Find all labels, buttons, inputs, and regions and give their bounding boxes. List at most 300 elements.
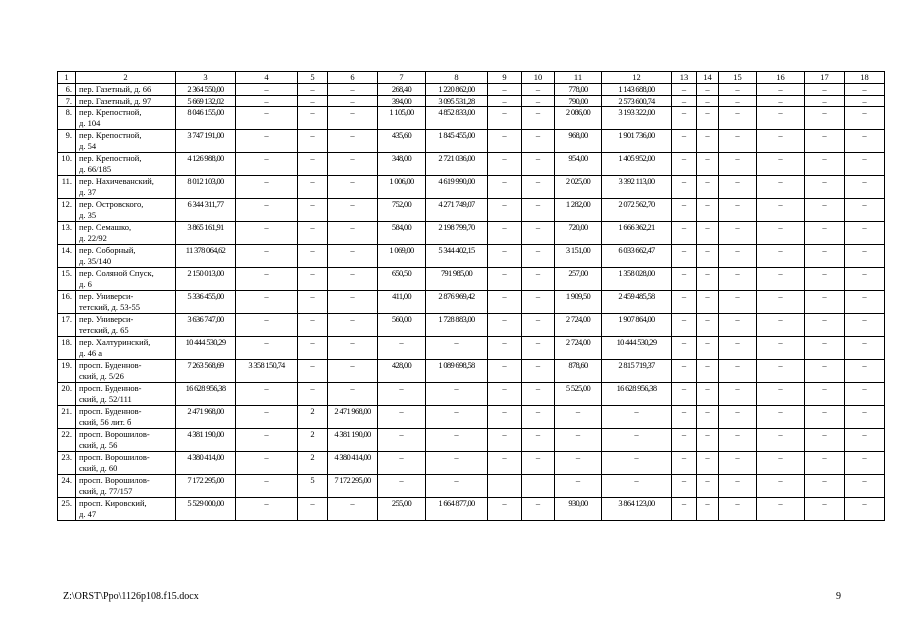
value-cell: – xyxy=(236,406,298,429)
address-line: просп. Буденнов- xyxy=(79,360,142,370)
address-line: пер. Семашко, xyxy=(79,222,132,232)
column-number-header: 5 xyxy=(298,72,328,84)
value-cell: 1 282,00 xyxy=(555,199,602,222)
value-cell: – xyxy=(672,406,697,429)
address-line: ский, д. 52/111 xyxy=(79,393,132,404)
address-cell xyxy=(76,383,176,406)
value-cell: – xyxy=(697,107,719,130)
address-line: ский, д. 60 xyxy=(79,462,118,473)
value-cell: – xyxy=(522,245,555,268)
value-cell: – xyxy=(805,337,845,360)
value-cell: – xyxy=(805,130,845,153)
value-cell: – xyxy=(845,383,885,406)
value-cell: – xyxy=(719,360,757,383)
value-cell: – xyxy=(757,107,805,130)
value-cell: – xyxy=(298,268,328,291)
value-cell: – xyxy=(236,153,298,176)
value-cell: 584,00 xyxy=(378,222,426,245)
value-cell: 3 095 531,28 xyxy=(426,95,488,107)
column-number-header: 12 xyxy=(602,72,672,84)
value-cell: – xyxy=(845,95,885,107)
value-cell: – xyxy=(522,383,555,406)
value-cell: 1 907 864,00 xyxy=(602,314,672,337)
column-number-row xyxy=(58,72,885,84)
address-line: тетский, д. 65 xyxy=(79,324,129,335)
value-cell: – xyxy=(522,429,555,452)
value-cell: 4 619 990,00 xyxy=(426,176,488,199)
value-cell: – xyxy=(236,429,298,452)
value-cell: – xyxy=(805,452,845,475)
value-cell: – xyxy=(298,383,328,406)
value-cell: 2 xyxy=(298,429,328,452)
address-line: пер. Соляной Спуск, xyxy=(79,268,154,278)
row-number: 16. xyxy=(58,291,76,314)
value-cell: – xyxy=(845,406,885,429)
row-number: 7. xyxy=(58,95,76,107)
value-cell: 5 529 000,00 xyxy=(176,498,236,521)
value-cell: – xyxy=(697,222,719,245)
table-row xyxy=(58,268,885,291)
value-cell: 968,00 xyxy=(555,130,602,153)
address-line: пер. Универси- xyxy=(79,291,134,301)
address-cell xyxy=(76,337,176,360)
table-row xyxy=(58,176,885,199)
value-cell: – xyxy=(298,153,328,176)
value-cell: 3 193 322,00 xyxy=(602,107,672,130)
value-cell: – xyxy=(719,383,757,406)
table-row xyxy=(58,222,885,245)
address-line: пер. Газетный, д. 66 xyxy=(79,84,152,94)
value-cell: – xyxy=(378,429,426,452)
value-cell: – xyxy=(522,222,555,245)
value-cell: 650,50 xyxy=(378,268,426,291)
value-cell: 878,60 xyxy=(555,360,602,383)
column-number-header: 9 xyxy=(488,72,522,84)
value-cell: 4 381 190,00 xyxy=(328,429,378,452)
address-line: пер. Халтуринский, xyxy=(79,337,151,347)
value-cell: – xyxy=(757,291,805,314)
address-cell xyxy=(76,84,176,96)
value-cell: – xyxy=(522,498,555,521)
value-cell: – xyxy=(522,452,555,475)
value-cell: – xyxy=(426,452,488,475)
value-cell: – xyxy=(488,107,522,130)
value-cell: – xyxy=(672,291,697,314)
value-cell: – xyxy=(845,429,885,452)
value-cell: – xyxy=(719,406,757,429)
value-cell: – xyxy=(757,406,805,429)
value-cell: – xyxy=(522,153,555,176)
address-cell xyxy=(76,107,176,130)
value-cell: 3 151,00 xyxy=(555,245,602,268)
address-line: тетский, д. 53-55 xyxy=(79,301,140,312)
value-cell: 2 198 799,70 xyxy=(426,222,488,245)
value-cell: 5 344 402,15 xyxy=(426,245,488,268)
value-cell: – xyxy=(522,406,555,429)
value-cell: – xyxy=(672,429,697,452)
column-number-header: 10 xyxy=(522,72,555,84)
value-cell: – xyxy=(522,107,555,130)
value-cell: – xyxy=(236,452,298,475)
address-line: ский, д. 5/26 xyxy=(79,370,124,381)
value-cell: – xyxy=(328,176,378,199)
value-cell: – xyxy=(236,314,298,337)
value-cell: – xyxy=(328,337,378,360)
value-cell: 720,00 xyxy=(555,222,602,245)
row-number: 9. xyxy=(58,130,76,153)
value-cell: – xyxy=(488,199,522,222)
value-cell: – xyxy=(602,475,672,498)
address-cell xyxy=(76,268,176,291)
value-cell: 778,00 xyxy=(555,84,602,96)
value-cell: – xyxy=(757,360,805,383)
address-cell xyxy=(76,95,176,107)
value-cell: – xyxy=(488,153,522,176)
value-cell: – xyxy=(298,107,328,130)
row-number: 17. xyxy=(58,314,76,337)
value-cell: – xyxy=(378,406,426,429)
row-number: 10. xyxy=(58,153,76,176)
value-cell: – xyxy=(757,452,805,475)
value-cell: 4 381 190,00 xyxy=(176,429,236,452)
address-line: просп. Кировский, xyxy=(79,498,147,508)
value-cell: – xyxy=(719,84,757,96)
address-cell xyxy=(76,291,176,314)
value-cell: – xyxy=(845,130,885,153)
address-line: д. 66/185 xyxy=(79,163,112,174)
table-row xyxy=(58,153,885,176)
value-cell: – xyxy=(697,153,719,176)
value-cell: 7 172 295,00 xyxy=(176,475,236,498)
row-number: 21. xyxy=(58,406,76,429)
value-cell: – xyxy=(298,245,328,268)
value-cell: – xyxy=(298,176,328,199)
value-cell: – xyxy=(757,176,805,199)
value-cell: – xyxy=(757,498,805,521)
table-row xyxy=(58,199,885,222)
value-cell: – xyxy=(845,153,885,176)
row-number: 20. xyxy=(58,383,76,406)
value-cell: – xyxy=(328,84,378,96)
column-number-header: 8 xyxy=(426,72,488,84)
value-cell: – xyxy=(672,337,697,360)
address-cell xyxy=(76,199,176,222)
value-cell: – xyxy=(719,498,757,521)
address-cell xyxy=(76,360,176,383)
value-cell: – xyxy=(488,84,522,96)
value-cell: – xyxy=(719,452,757,475)
column-number-header: 15 xyxy=(719,72,757,84)
value-cell: – xyxy=(672,475,697,498)
row-number: 11. xyxy=(58,176,76,199)
table-row xyxy=(58,314,885,337)
value-cell: 16 628 956,38 xyxy=(602,383,672,406)
value-cell: – xyxy=(555,406,602,429)
value-cell: – xyxy=(328,222,378,245)
value-cell: – xyxy=(672,199,697,222)
value-cell: – xyxy=(697,199,719,222)
value-cell: – xyxy=(757,268,805,291)
value-cell: – xyxy=(488,268,522,291)
value-cell: – xyxy=(805,176,845,199)
row-number: 24. xyxy=(58,475,76,498)
value-cell: 1 220 862,00 xyxy=(426,84,488,96)
value-cell: 7 263 568,69 xyxy=(176,360,236,383)
address-line: д. 47 xyxy=(79,508,97,519)
value-cell: – xyxy=(672,314,697,337)
value-cell: – xyxy=(378,475,426,498)
register-table xyxy=(57,71,885,521)
value-cell: 1 006,00 xyxy=(378,176,426,199)
address-line: ский, 56 лит. б xyxy=(79,416,132,427)
value-cell: – xyxy=(298,498,328,521)
address-line: пер. Универси- xyxy=(79,314,134,324)
value-cell: 930,00 xyxy=(555,498,602,521)
value-cell: – xyxy=(845,360,885,383)
value-cell: – xyxy=(697,498,719,521)
value-cell: – xyxy=(719,130,757,153)
value-cell: – xyxy=(236,291,298,314)
address-cell xyxy=(76,130,176,153)
address-cell xyxy=(76,176,176,199)
value-cell: 2 xyxy=(298,406,328,429)
value-cell: – xyxy=(697,406,719,429)
address-line: пер. Соборный, xyxy=(79,245,136,255)
value-cell: 5 xyxy=(298,475,328,498)
value-cell: – xyxy=(426,406,488,429)
table-row xyxy=(58,475,885,498)
value-cell: – xyxy=(522,130,555,153)
table-row xyxy=(58,429,885,452)
value-cell: 1 728 883,00 xyxy=(426,314,488,337)
value-cell: – xyxy=(845,452,885,475)
value-cell: – xyxy=(719,95,757,107)
value-cell: – xyxy=(328,107,378,130)
value-cell: – xyxy=(757,95,805,107)
value-cell: 4 271 749,07 xyxy=(426,199,488,222)
value-cell: – xyxy=(845,84,885,96)
address-line: ский, д. 77/157 xyxy=(79,485,133,496)
value-cell: 2 876 969,42 xyxy=(426,291,488,314)
address-line: д. 35 xyxy=(79,209,97,220)
value-cell: 8 012 103,00 xyxy=(176,176,236,199)
column-number-header: 16 xyxy=(757,72,805,84)
address-cell xyxy=(76,222,176,245)
value-cell: – xyxy=(236,475,298,498)
value-cell: – xyxy=(805,222,845,245)
value-cell: – xyxy=(522,314,555,337)
address-line: просп. Ворошилов- xyxy=(79,429,150,439)
value-cell: 2 025,00 xyxy=(555,176,602,199)
value-cell: – xyxy=(236,245,298,268)
value-cell: – xyxy=(672,84,697,96)
value-cell: – xyxy=(719,176,757,199)
column-number-header: 13 xyxy=(672,72,697,84)
row-number: 19. xyxy=(58,360,76,383)
column-number-header: 11 xyxy=(555,72,602,84)
value-cell: – xyxy=(298,314,328,337)
value-cell: – xyxy=(672,95,697,107)
value-cell: – xyxy=(805,314,845,337)
value-cell: 428,00 xyxy=(378,360,426,383)
value-cell: – xyxy=(672,176,697,199)
value-cell: 1 358 028,00 xyxy=(602,268,672,291)
value-cell: – xyxy=(488,498,522,521)
value-cell: – xyxy=(805,107,845,130)
value-cell: 2 724,00 xyxy=(555,314,602,337)
value-cell: – xyxy=(697,245,719,268)
value-cell: 268,40 xyxy=(378,84,426,96)
value-cell: – xyxy=(757,130,805,153)
value-cell: – xyxy=(697,337,719,360)
address-cell xyxy=(76,153,176,176)
value-cell: – xyxy=(719,429,757,452)
address-cell xyxy=(76,498,176,521)
column-number-header: 2 xyxy=(76,72,176,84)
value-cell: 3 864 123,00 xyxy=(602,498,672,521)
address-line: просп. Буденнов- xyxy=(79,406,142,416)
table-row xyxy=(58,291,885,314)
row-number: 15. xyxy=(58,268,76,291)
value-cell: – xyxy=(672,383,697,406)
value-cell: – xyxy=(488,360,522,383)
value-cell: – xyxy=(719,268,757,291)
value-cell: – xyxy=(236,176,298,199)
column-number-header: 3 xyxy=(176,72,236,84)
value-cell: 255,00 xyxy=(378,498,426,521)
value-cell: – xyxy=(805,268,845,291)
value-cell: – xyxy=(522,291,555,314)
value-cell: – xyxy=(697,176,719,199)
value-cell: – xyxy=(488,429,522,452)
value-cell: – xyxy=(488,222,522,245)
row-number: 14. xyxy=(58,245,76,268)
value-cell: 752,00 xyxy=(378,199,426,222)
value-cell: – xyxy=(426,429,488,452)
value-cell: – xyxy=(719,222,757,245)
value-cell: – xyxy=(522,268,555,291)
value-cell: 257,00 xyxy=(555,268,602,291)
value-cell: – xyxy=(236,268,298,291)
value-cell: – xyxy=(672,153,697,176)
value-cell: 16 628 956,38 xyxy=(176,383,236,406)
column-number-header: 17 xyxy=(805,72,845,84)
value-cell: – xyxy=(522,84,555,96)
row-number: 6. xyxy=(58,84,76,96)
value-cell: 2 471 968,00 xyxy=(328,406,378,429)
value-cell: – xyxy=(697,95,719,107)
value-cell: – xyxy=(805,95,845,107)
value-cell: – xyxy=(757,314,805,337)
value-cell: 2 573 600,74 xyxy=(602,95,672,107)
value-cell: – xyxy=(522,360,555,383)
address-line: пер. Крепостной, xyxy=(79,107,142,117)
table-row xyxy=(58,383,885,406)
value-cell: – xyxy=(845,291,885,314)
file-path: Z:\ORST\Ppo\1126p108.f15.docx xyxy=(63,591,199,602)
address-line: д. 6 xyxy=(79,278,92,289)
value-cell: – xyxy=(426,475,488,498)
value-cell: – xyxy=(298,95,328,107)
value-cell: – xyxy=(757,429,805,452)
address-cell xyxy=(76,245,176,268)
value-cell: – xyxy=(757,337,805,360)
value-cell: – xyxy=(236,383,298,406)
value-cell: – xyxy=(298,291,328,314)
value-cell: – xyxy=(719,153,757,176)
value-cell: – xyxy=(757,383,805,406)
value-cell: – xyxy=(378,383,426,406)
value-cell: – xyxy=(298,222,328,245)
value-cell: 5 669 132,02 xyxy=(176,95,236,107)
value-cell: – xyxy=(298,337,328,360)
value-cell: – xyxy=(697,268,719,291)
value-cell: – xyxy=(805,291,845,314)
row-number: 18. xyxy=(58,337,76,360)
value-cell: – xyxy=(757,153,805,176)
address-line: пер. Нахичеванский, xyxy=(79,176,154,186)
value-cell: – xyxy=(719,475,757,498)
value-cell: 2 364 550,00 xyxy=(176,84,236,96)
table-row xyxy=(58,130,885,153)
value-cell: 11 378 064,62 xyxy=(176,245,236,268)
value-cell: – xyxy=(697,130,719,153)
value-cell: – xyxy=(719,314,757,337)
value-cell: – xyxy=(697,452,719,475)
value-cell: – xyxy=(488,245,522,268)
value-cell: – xyxy=(697,360,719,383)
value-cell: – xyxy=(805,429,845,452)
value-cell: – xyxy=(328,130,378,153)
address-line: пер. Островского, xyxy=(79,199,144,209)
value-cell: 1 069,00 xyxy=(378,245,426,268)
value-cell: – xyxy=(845,222,885,245)
value-cell: – xyxy=(328,314,378,337)
value-cell: – xyxy=(602,452,672,475)
column-number-header: 4 xyxy=(236,72,298,84)
value-cell: 1 909,50 xyxy=(555,291,602,314)
address-line: д. 22/92 xyxy=(79,232,107,243)
value-cell: – xyxy=(426,383,488,406)
value-cell: – xyxy=(426,337,488,360)
value-cell: 4 380 414,00 xyxy=(328,452,378,475)
value-cell: 435,60 xyxy=(378,130,426,153)
value-cell: 4 126 988,00 xyxy=(176,153,236,176)
address-line: д. 37 xyxy=(79,186,97,197)
value-cell: 2 072 562,70 xyxy=(602,199,672,222)
value-cell xyxy=(522,475,555,498)
table-row xyxy=(58,245,885,268)
value-cell: – xyxy=(845,245,885,268)
row-number: 22. xyxy=(58,429,76,452)
address-line: пер. Крепостной, xyxy=(79,130,142,140)
value-cell: 1 143 688,00 xyxy=(602,84,672,96)
value-cell: – xyxy=(697,314,719,337)
address-cell xyxy=(76,429,176,452)
value-cell: – xyxy=(236,130,298,153)
value-cell: – xyxy=(719,337,757,360)
value-cell: – xyxy=(488,130,522,153)
value-cell: – xyxy=(298,360,328,383)
value-cell: – xyxy=(805,383,845,406)
value-cell: – xyxy=(236,222,298,245)
table-row xyxy=(58,84,885,96)
address-cell xyxy=(76,452,176,475)
value-cell: – xyxy=(328,383,378,406)
value-cell: 2 471 968,00 xyxy=(176,406,236,429)
value-cell: – xyxy=(555,429,602,452)
value-cell: – xyxy=(757,475,805,498)
